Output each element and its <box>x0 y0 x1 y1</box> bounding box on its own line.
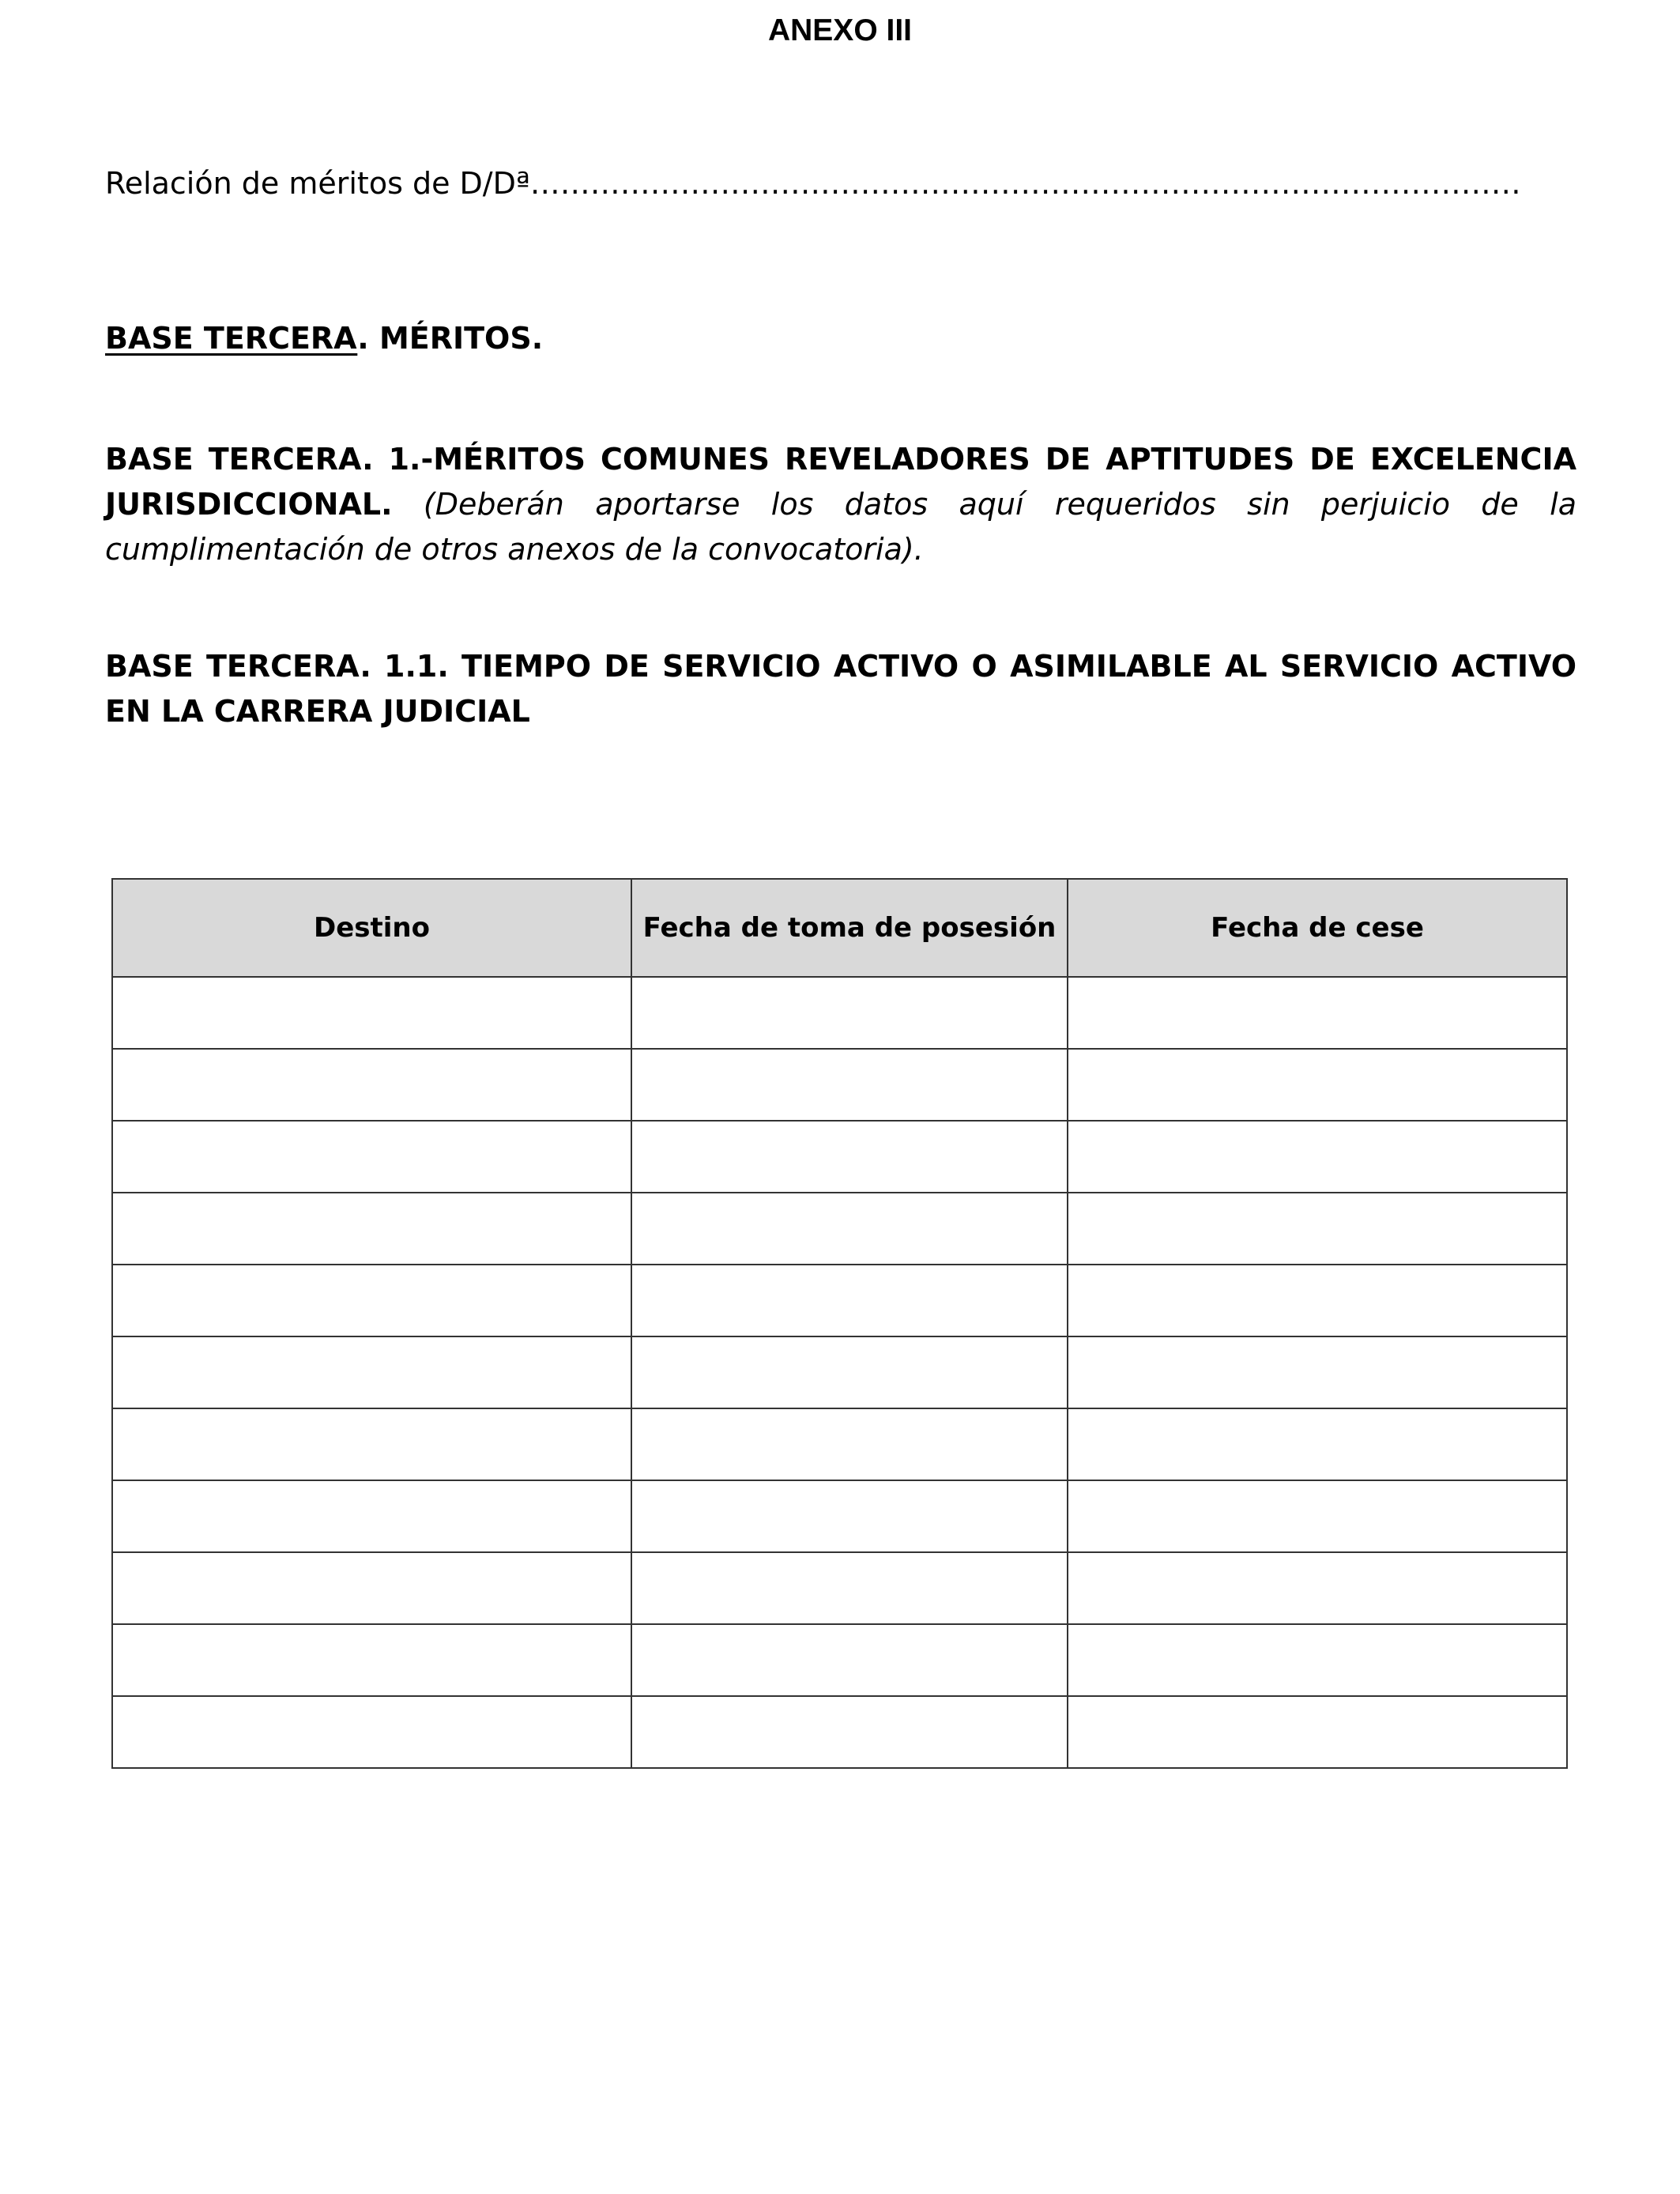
table-cell-fecha-toma-posesion[interactable] <box>631 1624 1068 1696</box>
table-row <box>112 1480 1567 1552</box>
section-1-1-heading: BASE TERCERA. 1.1. TIEMPO DE SERVICIO ACTIVO O ASIMILABLE AL SERVICIO ACTIVO EN LA CARRERA JUDICIAL <box>105 649 1576 729</box>
table-cell-fecha-toma-posesion[interactable] <box>631 1049 1068 1121</box>
section-1-paragraph <box>105 437 1576 572</box>
table-cell-fecha-toma-posesion[interactable] <box>631 1336 1068 1408</box>
table-cell-destino[interactable] <box>112 1552 631 1624</box>
table-cell-fecha-cese[interactable] <box>1068 1696 1567 1768</box>
table-cell-fecha-cese[interactable] <box>1068 1336 1567 1408</box>
table-cell-fecha-cese[interactable] <box>1068 1049 1567 1121</box>
column-header-fecha-cese: Fecha de cese <box>1068 879 1567 977</box>
table-cell-destino[interactable] <box>112 1480 631 1552</box>
table-row <box>112 1624 1567 1696</box>
base-tercera-rest: . MÉRITOS. <box>357 321 544 356</box>
table-cell-destino[interactable] <box>112 1121 631 1193</box>
table-cell-destino[interactable] <box>112 1265 631 1336</box>
table-header-row <box>112 879 1567 977</box>
table-row <box>112 1121 1567 1193</box>
table-cell-fecha-cese[interactable] <box>1068 977 1567 1049</box>
column-header-fecha-toma-posesion: Fecha de toma de posesión <box>631 879 1068 977</box>
table-cell-fecha-toma-posesion[interactable] <box>631 1552 1068 1624</box>
table-cell-destino[interactable] <box>112 1193 631 1265</box>
table-cell-fecha-toma-posesion[interactable] <box>631 1121 1068 1193</box>
base-tercera-heading <box>105 316 1576 361</box>
relacion-label: Relación de méritos de D/Dª <box>105 166 530 201</box>
table-cell-fecha-toma-posesion[interactable] <box>631 1265 1068 1336</box>
table-cell-destino[interactable] <box>112 1624 631 1696</box>
table-row <box>112 1193 1567 1265</box>
column-header-destino: Destino <box>112 879 631 977</box>
table-cell-fecha-cese[interactable] <box>1068 1552 1567 1624</box>
table-cell-fecha-cese[interactable] <box>1068 1193 1567 1265</box>
table-row <box>112 1336 1567 1408</box>
section-1-heading: BASE TERCERA. 1.-MÉRITOS COMUNES REVELADORES DE APTITUDES DE EXCELENCIA JURISDICCIONAL. <box>105 442 1576 522</box>
relacion-fill-dots: ……………………………………………………………………………………… <box>529 166 1521 201</box>
table-row <box>112 1552 1567 1624</box>
table-cell-destino[interactable] <box>112 977 631 1049</box>
page-title: ANEXO III <box>767 13 913 47</box>
table-cell-fecha-toma-posesion[interactable] <box>631 1696 1068 1768</box>
base-tercera-underlined: BASE TERCERA <box>105 321 358 356</box>
table-row <box>112 1265 1567 1336</box>
section-1-note: (Deberán aportarse los datos aquí requeridos sin perjuicio de la cumplimentación de otros anexos de la convocatoria). <box>105 487 1576 567</box>
table-cell-fecha-cese[interactable] <box>1068 1121 1567 1193</box>
table-row <box>112 1408 1567 1480</box>
table-cell-destino[interactable] <box>112 1336 631 1408</box>
table-cell-destino[interactable] <box>112 1408 631 1480</box>
table-cell-fecha-cese[interactable] <box>1068 1624 1567 1696</box>
table-cell-fecha-cese[interactable] <box>1068 1408 1567 1480</box>
table-cell-fecha-toma-posesion[interactable] <box>631 977 1068 1049</box>
table-cell-fecha-cese[interactable] <box>1068 1265 1567 1336</box>
merits-table <box>111 878 1568 1769</box>
relacion-line <box>105 162 1521 205</box>
table-row <box>112 977 1567 1049</box>
table-cell-fecha-cese[interactable] <box>1068 1480 1567 1552</box>
table-cell-fecha-toma-posesion[interactable] <box>631 1193 1068 1265</box>
table-row <box>112 1696 1567 1768</box>
table-cell-fecha-toma-posesion[interactable] <box>631 1408 1068 1480</box>
table-cell-destino[interactable] <box>112 1696 631 1768</box>
table-cell-fecha-toma-posesion[interactable] <box>631 1480 1068 1552</box>
table-cell-destino[interactable] <box>112 1049 631 1121</box>
table-row <box>112 1049 1567 1121</box>
